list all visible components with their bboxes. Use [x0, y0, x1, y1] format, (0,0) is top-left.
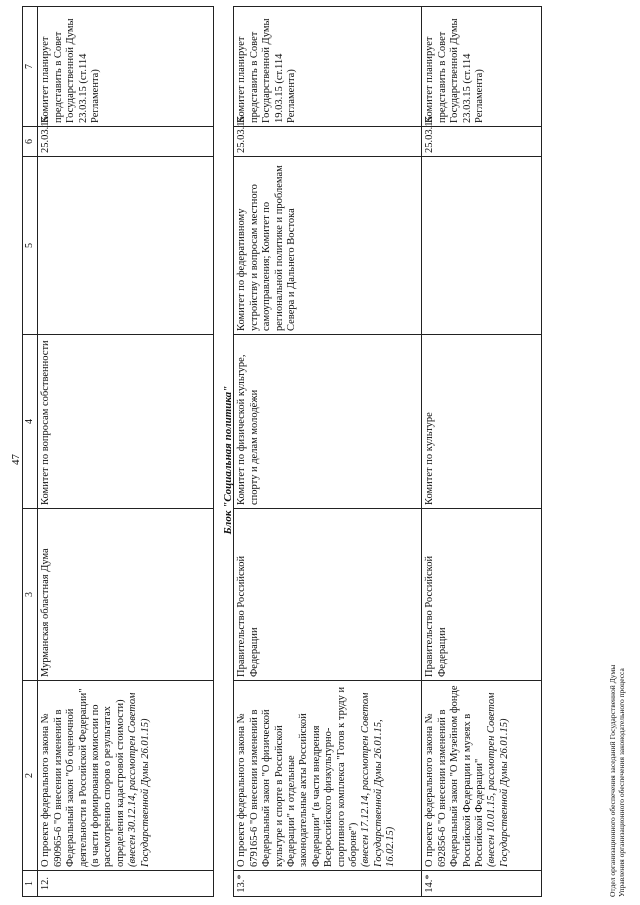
bill-action: Комитет планирует представить в Совет Государственной Думы 19.03.15 (ст.114 Регламента): [234, 7, 422, 127]
table-row: [38, 7, 214, 897]
responsible-committee: Комитет по физической культуре, спорту и делам молодёжи: [234, 335, 422, 509]
bill-description: [38, 681, 214, 871]
bill-date: 25.03.15: [38, 127, 214, 157]
section-title: Блок "Социальная политика": [222, 385, 234, 535]
footer: [608, 665, 626, 897]
column-header: 1: [23, 871, 38, 897]
bill-description: [422, 681, 542, 871]
bill-action: Комитет планирует представить в Совет Государственной Думы 23.03.15 (ст.114 Регламента): [38, 7, 214, 127]
page-number: 47: [10, 454, 22, 465]
column-header: 6: [23, 127, 38, 157]
row-number: 14.*: [422, 871, 542, 897]
bill-date: 25.03.15: [422, 127, 542, 157]
co-committees: [422, 157, 542, 335]
column-header: 7: [23, 7, 38, 127]
bills-table: [22, 6, 542, 897]
bill-date: 25.03.15: [234, 127, 422, 157]
column-header: 3: [23, 509, 38, 681]
responsible-committee: Комитет по культуре: [422, 335, 542, 509]
column-header: 2: [23, 681, 38, 871]
responsible-committee: Комитет по вопросам собственности: [38, 335, 214, 509]
bill-title: О проекте федерального закона № 690965-6 "О внесении изменений в Федеральный закон "Об оценочной деятельности в Российской Федерации" (в части формирования комиссии по рассмотрению споров о результатах определения кадастровой стоимости): [40, 688, 126, 867]
bill-description: [234, 681, 422, 871]
row-number: 13.*: [234, 871, 422, 897]
footer-line: Отдел организационного обеспечения заседаний Государственной Думы: [608, 664, 617, 897]
bill-author: Правительство Российской Федерации: [422, 509, 542, 681]
column-header: 5: [23, 157, 38, 335]
footer-line: Управления организационного обеспечения законодательного процесса: [617, 668, 626, 897]
bill-author: Мурманская областная Дума: [38, 509, 214, 681]
bill-author: Правительство Российской Федерации: [234, 509, 422, 681]
bill-action: Комитет планирует представить в Совет Государственной Думы 23.03.15 (ст.114 Регламента): [422, 7, 542, 127]
column-header: 4: [23, 335, 38, 509]
co-committees: [38, 157, 214, 335]
bill-note: (внесен 17.12.14, рассмотрен Советом Государственной Думы 26.01.15, 16.02.15): [360, 692, 397, 867]
co-committees: Комитет по федеративному устройству и вопросам местного самоуправления; Комитет по региональной политике и проблемам Севера и Дальнего Востока: [234, 157, 422, 335]
header-row: [23, 7, 38, 897]
row-number: 12.: [38, 871, 214, 897]
bill-title: О проекте федерального закона № 679165-6 "О внесении изменений в Федеральный закон "О физической культуре и спорте в Российской Федерации" и отдельные законодательные акты Российской Федерации" (в части внедрения Всероссийского физкультурно-спортивного комплекса "Готов к труду и обороне"): [236, 686, 360, 867]
table-row: [422, 7, 542, 897]
bill-note: (внесен 10.01.15, рассмотрен Советом Государственной Думы 26.01.15): [486, 692, 510, 867]
table-row: [234, 7, 422, 897]
bill-note: (внесен 30.12.14, рассмотрен Советом Государственной Думы 26.01.15): [127, 692, 151, 867]
bill-title: О проекте федерального закона № 692856-6 "О внесении изменений в Федеральный закон "О Музейном фонде Российской Федерации и музеях в Российской Федерации": [424, 685, 486, 867]
